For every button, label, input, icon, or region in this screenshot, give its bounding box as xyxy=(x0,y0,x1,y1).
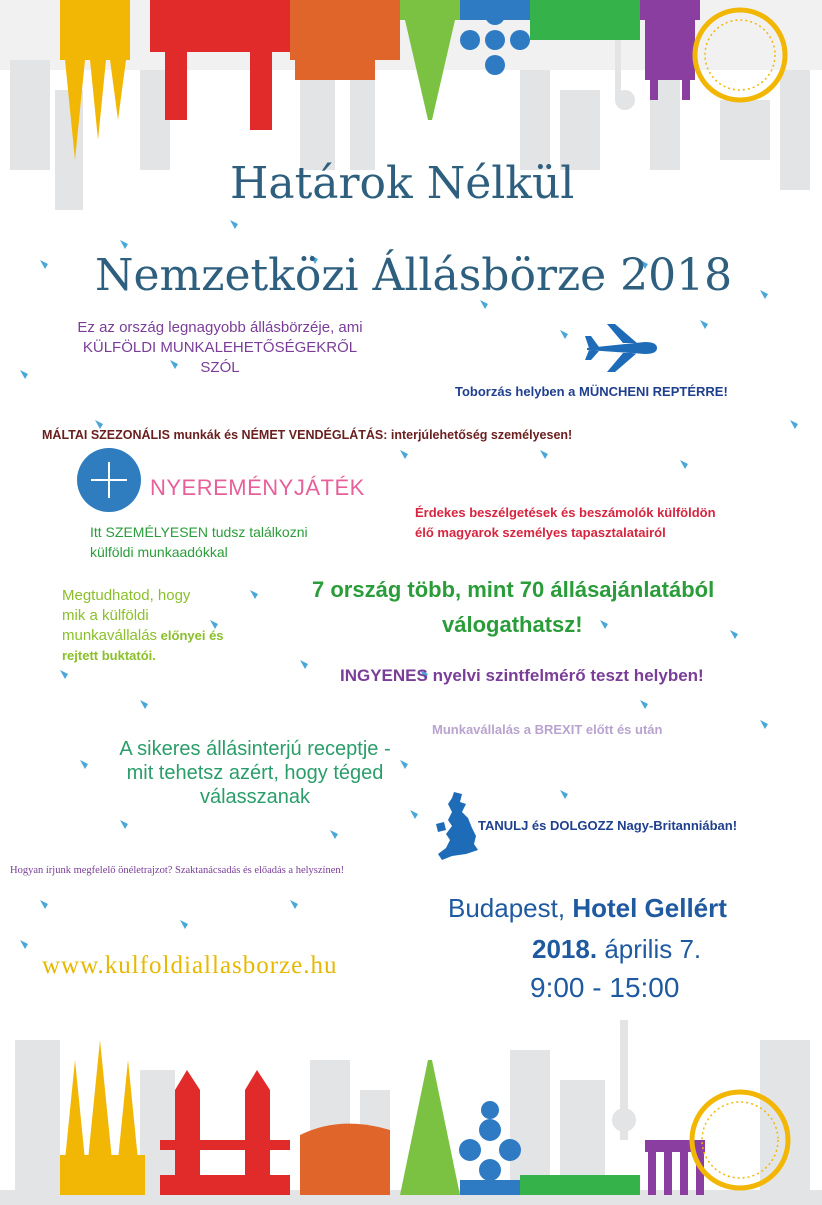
page-title-line2: Nemzetközi Állásbörze 2018 xyxy=(95,250,733,301)
brexit-text: Munkavállalás a BREXIT előtt és után xyxy=(432,722,663,737)
pitfalls-line3a: munkavállalás xyxy=(62,627,158,644)
website-link[interactable]: www.kulfoldiallasborze.hu xyxy=(42,952,338,979)
pitfalls-block xyxy=(62,586,224,666)
plus-icon xyxy=(77,448,141,512)
page-title-line1: Határok Nélkül xyxy=(230,158,575,209)
intro-line3: SZÓL xyxy=(200,359,240,376)
intro-block xyxy=(50,318,390,378)
meet-line1: Itt SZEMÉLYESEN tudsz találkozni xyxy=(90,524,308,540)
offers-line2: válogathatsz! xyxy=(442,612,583,637)
meet-line2: külföldi munkaadókkal xyxy=(90,544,228,560)
talks-line1: Érdekes beszélgetések és beszámolók külföldön xyxy=(415,505,716,520)
event-day: április 7. xyxy=(604,934,702,964)
pitfalls-line2: mik a külföldi xyxy=(62,607,149,624)
event-city: Budapest, xyxy=(448,893,566,923)
interview-line1: A sikeres állásinterjú receptje - xyxy=(119,738,391,760)
uk-map-icon xyxy=(432,790,480,862)
pitfalls-line4: rejtett buktatói. xyxy=(62,648,156,663)
event-location xyxy=(448,893,727,924)
airport-recruit-text: Toborzás helyben a MÜNCHENI REPTÉRRE! xyxy=(455,384,728,399)
interview-line2: mit tehetsz azért, hogy téged xyxy=(126,762,384,784)
uk-study-work-text: TANULJ és DOLGOZZ Nagy-Britanniában! xyxy=(478,818,738,833)
event-date xyxy=(532,934,701,965)
cv-advice-text: Hogyan írjunk megfelelő önéletrajzot? Szaktanácsadás és előadás a helyszínen! xyxy=(10,865,345,876)
interview-block xyxy=(100,737,410,809)
talks-block xyxy=(415,503,716,543)
interview-line3: válasszanak xyxy=(199,786,311,808)
bottom-skyline-illustration xyxy=(0,1000,822,1205)
event-year: 2018. xyxy=(532,934,598,964)
event-time: 9:00 - 15:00 xyxy=(530,972,680,1003)
event-venue: Hotel Gellért xyxy=(572,893,727,923)
meet-employers-block xyxy=(90,522,308,562)
pitfalls-line3b: előnyei és xyxy=(157,628,224,643)
pitfalls-line1: Megtudhatod, hogy xyxy=(62,587,191,604)
language-test-text: INGYENES nyelvi szintfelmérő teszt helyben! xyxy=(340,666,704,685)
intro-line1: Ez az ország legnagyobb állásbörzéje, ami xyxy=(77,319,363,336)
raffle-heading: NYEREMÉNYJÁTÉK xyxy=(150,475,365,500)
malta-germany-text: MÁLTAI SZEZONÁLIS munkák és NÉMET VENDÉGLÁTÁS: interjúlehetőség személyesen! xyxy=(42,428,573,442)
plane-icon xyxy=(583,322,659,374)
talks-line2: élő magyarok személyes tapasztalatairól xyxy=(415,525,666,540)
intro-line2: KÜLFÖLDI MUNKALEHETŐSÉGEKRŐL xyxy=(82,339,358,356)
offers-line1: 7 ország több, mint 70 állásajánlatából xyxy=(312,577,715,602)
